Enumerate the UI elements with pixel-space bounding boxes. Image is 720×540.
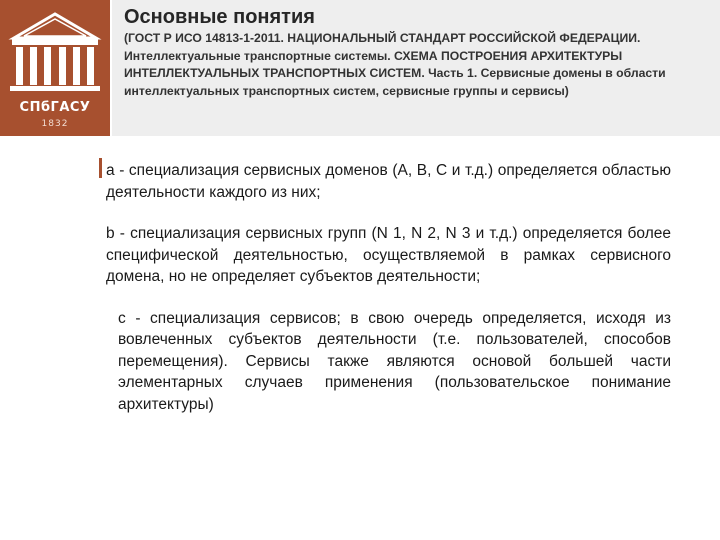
paragraph-b: b - специализация сервисных групп (N 1, N 2, N 3 и т.д.) определяется более специфической деятельностью, осуществляемой в рамках сервисного домена, но не определяет субъектов деятельности; — [106, 225, 671, 285]
logo-text: СПбГАСУ — [19, 100, 91, 115]
page-title: Основные понятия — [124, 6, 315, 28]
paragraph-a: а - специализация сервисных доменов (A, B, C и т.д.) определяется областью деятельности каждого из них; — [106, 162, 671, 201]
logo — [0, 0, 110, 136]
header-divider — [110, 0, 112, 136]
page-subtitle: (ГОСТ Р ИСО 14813-1-2011. НАЦИОНАЛЬНЫЙ СТАНДАРТ РОССИЙСКОЙ ФЕДЕРАЦИИ. Интеллектуальные транспортные системы. СХЕМА ПОСТРОЕНИЯ АРХИТЕКТУРЫ ИНТЕЛЛЕКТУАЛЬНЫХ ТРАНСПОРТНЫХ СИСТЕМ. Часть 1. Сервисные домены в области интеллектуальных транспортных систем, сервисные группы и сервисы) — [124, 31, 666, 98]
logo-year: 1832 — [41, 119, 69, 129]
paragraph-c: c - специализация сервисов; в свою очередь определяется, исходя из вовлеченных субъектов деятельности (т.е. пользователей, способов перемещения). Сервисы также являются основой большей части элементарных случаев применения (пользовательское понимание архитектуры) — [118, 309, 671, 413]
body-content — [106, 160, 671, 435]
accent-bar — [99, 158, 102, 178]
building-icon — [0, 0, 110, 100]
